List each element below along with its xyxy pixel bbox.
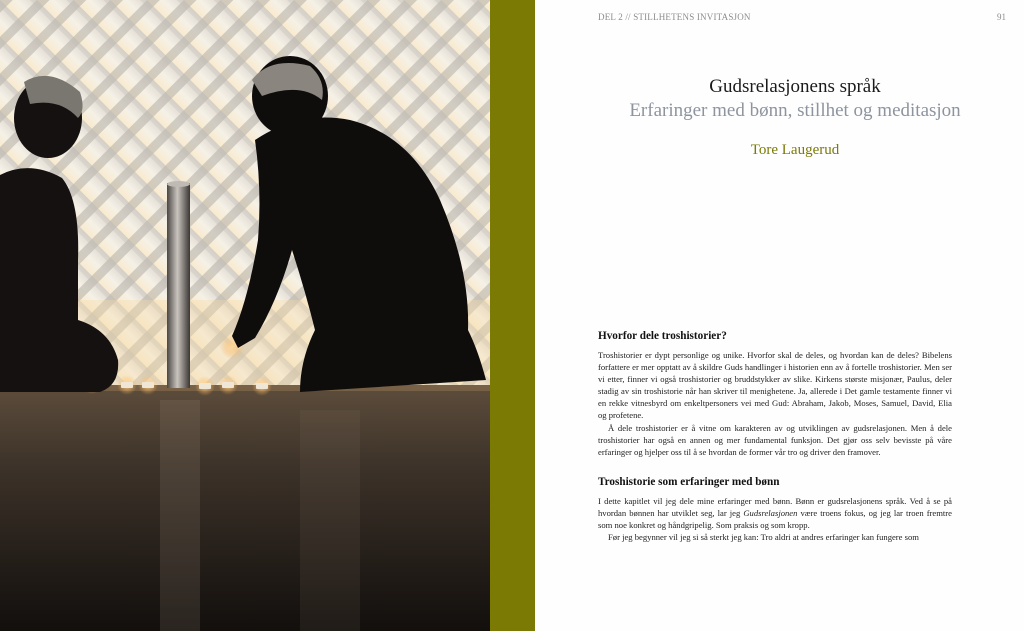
emphasis-text: Gudsrelasjonen [743, 508, 798, 519]
chapter-subtitle: Erfaringer med bønn, stillhet og meditasjon [629, 100, 961, 121]
body-paragraph: Å dele troshistorier er å vitne om karakteren av og utviklingen av gudsrelasjonen. Men å dele troshistorier har også en annen og mer fundamental funksjon. Det gjør oss selv bevisste på våre erfaringer og hjelper oss til å se hvordan de former vår tro og driver den framover. [598, 422, 952, 457]
body-paragraph: Troshistorier er dypt personlige og unike. Hvorfor skal de deles, og hvordan kan de deles? Bibelens forfattere er mer opptatt av å skildre Guds handlinger i historien enn av å fortelle troshistorier. Men ser vi etter, finner vi også troshistorier og bruddstykker av slike. Kirkens største misjonær, Paulus, deler stadig av sin troshistorie når han skriver til menighetene. Ja, allerede i Det gamle testamente finner vi en rekke vitnesbyrd om enkeltpersoners vei med Gud: Abraham, Jakob, Moses, Samuel, David, Elia og profetene. [598, 350, 952, 421]
body-paragraph [598, 495, 952, 531]
section-why-share [598, 330, 952, 458]
author-name: Tore Laugerud [750, 142, 840, 158]
chapter-title: Gudsrelasjonens språk [709, 76, 881, 97]
section-heading: Hvorfor dele troshistorier? [598, 330, 727, 342]
page-number: 91 [997, 12, 1006, 22]
section-prayer-experience [598, 476, 952, 543]
cover-photo [0, 0, 490, 631]
book-page [535, 0, 1024, 631]
text-run: I dette kapitlet vil jeg dele mine erfaringer med bønn. Bønn er gudsrelasjonens språk. Ved å se på hvordan bønnen har utviklet seg, lar jeg [598, 496, 952, 519]
body-paragraph: Før jeg begynner vil jeg si så sterkt jeg kan: Tro aldri at andres erfaringer kan fungere som [608, 532, 919, 543]
section-heading: Troshistorie som erfaringer med bønn [598, 476, 780, 488]
text-run: være troens fokus, og jeg lar troen fremtre som noe konkret og håndgripelig. Som praksis og som kropp. [598, 508, 952, 531]
photo-illustration [0, 0, 490, 631]
accent-band [490, 0, 535, 631]
running-head: DEL 2 // STILLHETENS INVITASJON [598, 12, 751, 22]
